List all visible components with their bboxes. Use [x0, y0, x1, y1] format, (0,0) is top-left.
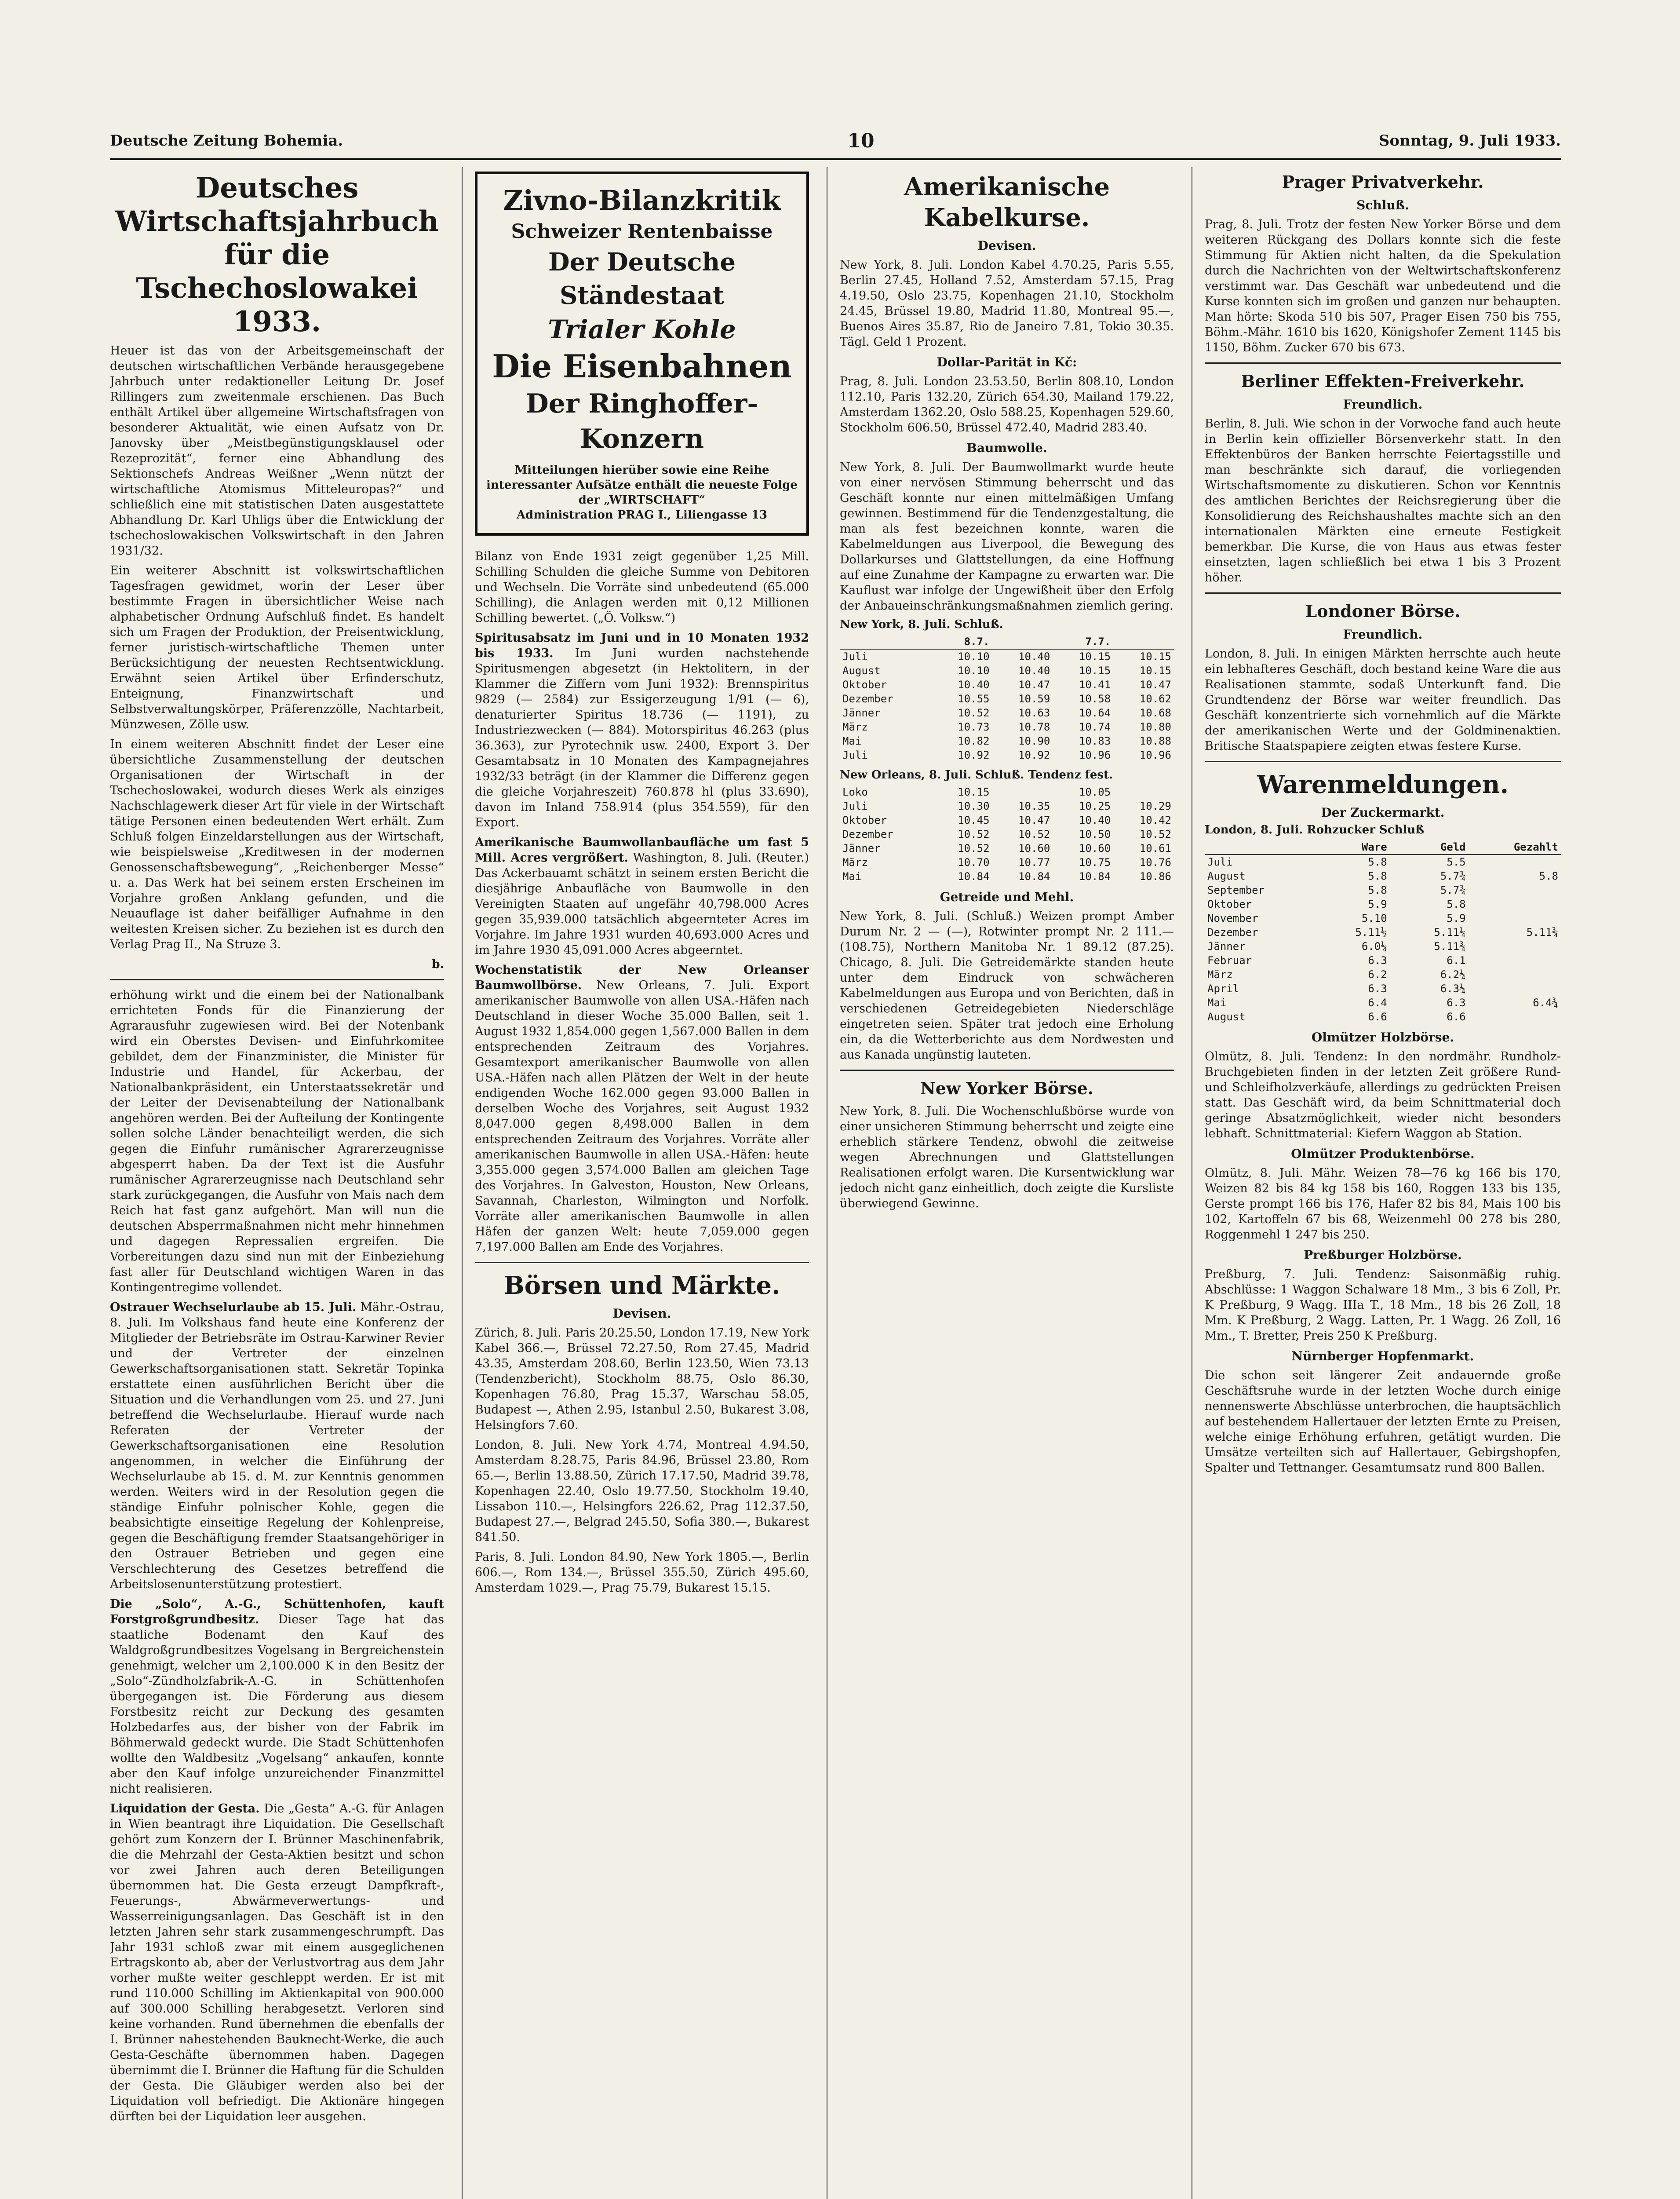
table-cell: 6.1: [1447, 954, 1466, 967]
table-cell: [1390, 1010, 1399, 1024]
table-cell: 6.0¼: [1361, 940, 1387, 953]
column-4: [1205, 172, 1561, 2199]
table-cell: April: [1207, 983, 1239, 995]
table-cell: [1469, 953, 1561, 968]
table-row: [840, 841, 1174, 855]
table-cell: [1390, 939, 1399, 953]
table-cell: 10.86: [1139, 870, 1171, 883]
quote-table: [840, 635, 1174, 762]
table-cell: 10.52: [958, 828, 990, 840]
advertisement-box: [475, 172, 809, 536]
divider: [840, 1070, 1174, 1071]
page-number: 10: [847, 129, 875, 152]
article-text: Mähr.-Ostrau, 8. Juli. Im Volkshaus fand heute eine Konferenz der Mitglieder der Betriebsräte im Ostrau-Karwiner Revier und der Vertreter der einzelnen Gewerkschaftsorganisationen statt. Sekretär Topinka erstattete einen ausführlichen Bericht über die Situation und die Verhandlungen vom 25. und 27. Juni betreffend die Wechselurlaube. Hierauf wurde nach Referaten der Vertreter der Gewerkschaftsorganisationen eine Resolution angenommen, in welcher die Einführung der Wechselurlaube ab 15. d. M. zur Kenntnis genommen werden. Weiters wird in der Resolution gegen die ständige Einfuhr polnischer Kohle, gegen die beabsichtigte einseitige Regelung der Kohlenpreise, gegen die Beschäftigung fremder Staatsangehöriger in den Ostrauer Betrieben und gegen eine Verschlechterung des Gesetzes betreffend die Arbeitslosenunterstützung protestiert.: [110, 1300, 444, 1591]
table-cell: 5.9: [1447, 912, 1466, 924]
table-row: [840, 649, 1174, 664]
table-caption: New York, 8. Juli. Schluß.: [840, 618, 1003, 631]
table-cell: 6.6: [1447, 1011, 1466, 1023]
table-row: [1205, 897, 1561, 911]
table-header-row: [840, 635, 1174, 649]
article-paragraph: Bilanz von Ende 1931 zeigt gegenüber 1,25 Mill. Schilling Schulden die gleiche Summe von Debitoren und Wechseln. Die Vorräte sind unbedeutend (65.000 Schilling), die Anlagen werden mit 0,12 Millionen Schilling bewertet. („Ö. Volksw.“): [475, 550, 809, 625]
article-heading: Wochenstatistik der New Orleanser Baumwollbörse.: [475, 963, 809, 992]
page-header: [110, 128, 1561, 154]
table-cell: 5.11¾: [1526, 926, 1558, 939]
table-cell: [1390, 996, 1399, 1010]
table-cell: 6.3¼: [1440, 983, 1466, 995]
table-cell: 10.52: [958, 707, 990, 719]
table-row: [1205, 953, 1561, 968]
newspaper-page: [110, 128, 1561, 2199]
table-cell: [1469, 897, 1561, 911]
table-cell: 10.78: [1018, 721, 1050, 733]
table-cell: 10.84: [958, 870, 990, 883]
table-cell: 10.10: [958, 650, 990, 663]
section-subtitle: Devisen.: [612, 1306, 671, 1321]
table-cell: 10.80: [1139, 721, 1171, 733]
table-row: [1205, 982, 1561, 996]
table-cell: März: [842, 856, 868, 869]
table-cell: 5.11¼: [1434, 926, 1466, 939]
table-row: [1205, 996, 1561, 1010]
section-subtitle: Olmützer Produktenbörse.: [1291, 1147, 1475, 1161]
table-cell: August: [842, 665, 881, 677]
table-cell: Loko: [842, 786, 868, 798]
table-row: [840, 720, 1174, 734]
table-cell: 6.4: [1368, 997, 1387, 1009]
table-cell: 10.73: [958, 721, 990, 733]
table-cell: Mai: [1207, 997, 1227, 1009]
article-heading: Amerikanische Baumwollanbaufläche um fast 5 Mill. Acres vergrößert.: [475, 836, 809, 865]
article-paragraph: Berlin, 8. Juli. Wie schon in der Vorwoche fand auch heute in Berlin kein offizieller Börsenverkehr statt. In den Effektenbüros der Banken herrschte Feiertagsstille und man beschränkte sich darauf, die vorliegenden Wirtschaftsmomente zu diskutieren. Schon vor Kenntnis des amtlichen Berichtes der Reichsregierung über die Konsolidierung des Reichshaushaltes machte sich an den internationalen Märkten eine erneute Festigkeit bemerkbar. Die Kurse, die von Haus aus etwas fester einsetzten, lagen schließlich bei etwa 1 bis 3 Prozent höher.: [1205, 417, 1561, 584]
section-subtitle: Getreide und Mehl.: [940, 890, 1074, 904]
table-cell: 10.30: [958, 800, 990, 812]
table-cell: [1469, 982, 1561, 996]
table-cell: 10.15: [958, 786, 990, 798]
table-cell: November: [1207, 912, 1258, 924]
table-cell: 10.75: [1079, 856, 1111, 869]
divider: [1205, 761, 1561, 762]
article-text: Im Juni wurden nachstehende Spiritusmengen abgesetzt (in Hektolitern, in der Klammer die Ziffern vom Juni 1932): Brennspiritus 9829 (— 2584) zur Essigerzeugung 1/91 (— 6), denaturierter Spiritus 18.736 (— 1191), zu Industriezwecken (— 884). Motorspiritus 46.263 (plus 36.363), zur Pyrotechnik usw. 2400, Export 3. Der Gesamtabsatz in 10 Monaten des Kampagnejahres 1932/33 beträgt (in der Klammer die Differenz gegen die gleiche Vorjahreszeit) 760.878 hl (plus 33.690), davon im Inland 758.914 (plus 354.559), für den Export.: [475, 647, 809, 829]
article-text: Dieser Tage hat das staatliche Bodenamt den Kauf des Waldgroßgrundbesitzes Vogelsang in Bergreichenstein genehmigt, welcher um 2,100.000 K in den Besitz der „Solo“-Zündholzfabrik-A.-G. in Schüttenhofen übergegangen ist. Die Förderung aus diesem Forstbesitz reicht zur Deckung des gesamten Holzbedarfes aus, der bisher von der Fabrik im Böhmerwald gedeckt wurde. Die Stadt Schüttenhofen wollte den Waldbesitz „Vogelsang“ ankaufen, konnte aber den Kauf infolge unzureichender Finanzmittel nicht realisieren.: [110, 1613, 444, 1796]
table-cell: März: [1207, 968, 1233, 981]
table-cell: Juli: [842, 800, 868, 812]
table-cell: 5.7¾: [1440, 884, 1466, 896]
table-cell: 10.96: [1139, 749, 1171, 761]
table-cell: 10.70: [958, 856, 990, 869]
section-title: Börsen und Märkte.: [503, 1271, 780, 1300]
ad-address: Administration PRAG I., Liliengasse 13: [516, 508, 768, 522]
table-cell: 6.6: [1368, 1011, 1387, 1023]
table-cell: [992, 785, 1053, 799]
table-cell: 6.2: [1368, 968, 1387, 981]
table-cell: Mai: [842, 735, 862, 747]
table-cell: 10.82: [958, 735, 990, 747]
article-heading: Die „Solo“, A.-G., Schüttenhofen, kauft Forstgroßgrundbesitz.: [110, 1597, 444, 1626]
article-paragraph: In einem weiteren Abschnitt findet der Leser eine übersichtliche Zusammenstellung der deutschen Organisationen der Wirtschaft in der Tschechoslowakei, wodurch dieses Werk als einziges Nachschlagewerk dieser Art für viele in der Wirtschaft tätige Personen einen bedeutenden Wert erhält. Zum Schluß folgen Einzeldarstellungen aus der Wirtschaft, wie beispielsweise „Kreditwesen in der modernen Genossenschaftsbewegung“, „Reichenberger Messe“ u. a. Das Werk hat bei seinem ersten Erscheinen im Vorjahre großen Anklang gefunden, und die Neuauflage ist daher beifälliger Aufnahme in den weitesten Kreisen sicher. Zu beziehen ist es durch den Verlag Prag II., Na Struze 3.: [110, 738, 444, 951]
table-cell: August: [1207, 870, 1246, 882]
table-cell: [1469, 968, 1561, 982]
section-subtitle: Nürnberger Hopfenmarkt.: [1291, 1349, 1474, 1363]
table-header: [840, 635, 932, 649]
ad-line: Trialer Kohle: [548, 314, 736, 344]
table-cell: 10.10: [958, 665, 990, 677]
table-cell: 5.10: [1361, 912, 1387, 924]
table-cell: 10.15: [1079, 650, 1111, 663]
section-title: New Yorker Börse.: [920, 1078, 1094, 1098]
table-cell: 10.47: [1018, 814, 1050, 826]
section-title: Prager Privatverkehr.: [1282, 172, 1484, 192]
table-cell: Oktober: [842, 679, 887, 691]
table-row: [840, 734, 1174, 748]
table-row: [1205, 883, 1561, 897]
article-paragraph: Die schon seit längerer Zeit andauernde große Geschäftsruhe wurde in der letzten Woche durch einige nennenswerte Abschlüsse unterbrochen, die hauptsächlich auf bestehendem Hallertauer der letzten Ernte zu Preisen, welche einige Erhöhung erfuhren, getätigt wurden. Die Umsätze verteilten sich auf Hallertauer, Gebirgshopfen, Spalter und Tettnanger. Gesamtumsatz rund 800 Ballen.: [1205, 1369, 1561, 1475]
table-header-row: [1205, 840, 1561, 855]
article-paragraph: New York, 8. Juli. Der Baumwollmarkt wurde heute von einer nervösen Stimmung beherrscht und das Geschäft konnte nur einen mittelmäßigen Umfang gewinnen. Bestimmend für die Tendenzgestaltung, die man als fest bezeichnen konnte, waren die Kabelmeldungen aus Liverpool, die Bewegung des Dollarkurses und Glattstellungen, da eine Hoffnung auf eine Zunahme der Kampagne zu erwarten war. Die Kauflust war infolge der Ungewißheit über den Erfolg der Anbaueinschränkungsmaßnahmen ziemlich gering.: [840, 460, 1174, 613]
table-row: [1205, 855, 1561, 869]
divider: [110, 979, 444, 980]
table-row: [840, 706, 1174, 720]
table-cell: 6.3: [1368, 983, 1387, 995]
table-cell: Dezember: [842, 828, 893, 840]
table-cell: 10.40: [1018, 665, 1050, 677]
table-row: [840, 785, 1174, 799]
table-cell: [1390, 855, 1399, 869]
article-paragraph: Paris, 8. Juli. London 84.90, New York 1805.—, Berlin 606.—, Rom 134.—, Brüssel 355.50, Zürich 495.60, Amsterdam 1029.—, Prag 75.79, Bukarest 15.15.: [475, 1550, 809, 1595]
table-cell: 5.11½: [1355, 926, 1387, 939]
table-cell: 10.15: [1139, 650, 1171, 663]
article-paragraph: Heuer ist das von der Arbeitsgemeinschaft der deutschen wirtschaftlichen Verbände herausgegebene Jahrbuch unter redaktioneller Leitung Dr. Josef Rillingers zum zweitenmale erschienen. Das Buch enthält Artikel über allgemeine Wirtschaftsfragen von besonderer Aktualität, wie einen Aufsatz von Dr. Janovsky über „Meistbegünstigungsklausel oder Rezeprozität“, ferner eine Abhandlung des Sektionschefs Andreas Weißner „Wenn nützt der wirtschaftliche Atomismus Mitteleuropas?“ und schließlich eine mit statistischen Daten ausgestattete Abhandlung Dr. Karl Uhligs über die Entwicklung der tschechoslowakischen Volkswirtschaft in den Jahren 1931/32.: [110, 344, 444, 558]
article-text: New Orleans, 7. Juli. Export amerikanischer Baumwolle von allen USA.-Häfen nach Deutschland in dieser Woche 35.000 Ballen, seit 1. August 1932 1,854.000 gegen 1,567.000 Ballen in dem entsprechenden Zeitraum des Vorjahres. Gesamtexport amerikanischer Baumwolle von allen USA.-Häfen nach allen Plätzen der Welt in der heute endigenden Woche 162.000 gegen 93.000 Ballen in derselben Woche des Vorjahres, seit August 1932 8,047.000 gegen 8,498.000 Ballen in dem entsprechenden Zeitraum des Vorjahres. Vorräte aller amerikanischen Baumwolle in allen USA.-Häfen: heute 3,355.000 gegen 3,574.000 Ballen am gleichen Tage des Vorjahres. In Galveston, Houston, New Orleans, Savannah, Charleston, Wilmington und Norfolk. Vorräte aller amerikanischen Baumwolle in allen Häfen der ganzen Welt: heute 7,059.000 gegen 7,197.000 Ballen am Ende des Vorjahres.: [475, 979, 809, 1254]
divider: [1205, 362, 1561, 364]
table-cell: 5.7¾: [1440, 870, 1466, 882]
table-cell: 10.35: [1018, 800, 1050, 812]
section-title: Londoner Börse.: [1305, 601, 1461, 621]
table-row: [840, 813, 1174, 827]
table-row: [840, 827, 1174, 841]
table-cell: 10.63: [1018, 707, 1050, 719]
table-row: [1205, 1010, 1561, 1024]
table-cell: [1390, 883, 1399, 897]
table-row: [840, 869, 1174, 884]
table-row: [840, 799, 1174, 813]
table-cell: 10.84: [1018, 870, 1050, 883]
column-1: [110, 172, 444, 2199]
table-cell: [1390, 869, 1399, 883]
table-cell: 10.68: [1139, 707, 1171, 719]
article-paragraph: Zürich, 8. Juli. Paris 20.25.50, London 17.19, New York Kabel 366.—, Brüssel 72.27.50, Rom 27.45, Madrid 43.35, Amsterdam 208.60, Berlin 123.50, Wien 73.13 (Tendenzbericht), Stockholm 88.75, Oslo 86.30, Kopenhagen 76.80, Prag 15.37, Warschau 58.05, Budapest —, Athen 2.95, Istanbul 2.50, Bukarest 3.08, Helsingfors 7.60.: [475, 1326, 809, 1432]
section-subtitle: Baumwolle.: [966, 441, 1047, 455]
table-cell: 10.52: [1139, 828, 1171, 840]
column-divider: [462, 167, 463, 2199]
ad-line: Zivno-Bilanzkritik: [503, 184, 781, 216]
table-cell: März: [842, 721, 868, 733]
table-cell: Jänner: [842, 842, 881, 855]
table-cell: 5.8: [1539, 870, 1558, 882]
table-cell: 10.77: [1018, 856, 1050, 869]
table-row: [1205, 869, 1561, 883]
table-cell: 10.96: [1079, 749, 1111, 761]
section-subtitle: Der Zuckermarkt.: [1321, 805, 1445, 820]
table-cell: Dezember: [1207, 926, 1258, 939]
masthead: Deutsche Zeitung Bohemia.: [110, 132, 343, 150]
table-caption: New Orleans, 8. Juli. Schluß. Tendenz fest.: [840, 768, 1113, 782]
table-cell: [1390, 911, 1399, 925]
article-text: Washington, 8. Juli. (Reuter.) Das Ackerbauamt schätzt in seinem ersten Bericht die diesjährige Anbaufläche von Baumwolle in den Vereinigten Staaten auf ungefähr 40,798.000 Acres gegen 35,939.000 tatsächlich abgeernteter Acres im Vorjahre. Im Jahre 1931 wurden 40,693.000 Acres und im Jahre 1930 45,091.000 Acres abgeerntet.: [475, 851, 809, 957]
sugar-table: [1205, 840, 1561, 1024]
table-cell: 10.40: [1079, 814, 1111, 826]
table-cell: 10.40: [1018, 650, 1050, 663]
issue-date: Sonntag, 9. Juli 1933.: [1378, 132, 1561, 150]
article-paragraph: New York, 8. Juli. (Schluß.) Weizen prompt Amber Durum Nr. 2 — (—), Rotwinter prompt Nr. 2 111.— (108.75), Northern Manitoba Nr. 1 89.12 (87.25). Chicago, 8. Juli. Die Getreidemärkte standen heute unter dem Eindruck von schwächeren Kabelmeldungen aus Europa und von Berichten, daß in verschiedenen Getreidegebieten Niederschläge eingetreten seien. Später trat jedoch eine Erholung ein, da die Wetterberichte aus dem Nordwesten und aus Kanada ungünstig lauteten.: [840, 910, 1174, 1062]
table-cell: [1469, 883, 1561, 897]
table-cell: 10.60: [1018, 842, 1050, 855]
article-paragraph: Ein weiterer Abschnitt ist volkswirtschaftlichen Tagesfragen gewidmet, worin der Leser über bestimmte Fragen in übersichtlicher Weise nach alphabetischer Ordnung Aufschluß findet. Es handelt sich um Fragen der Produktion, der Preisentwicklung, ferner juristisch-wirtschaftliche Themen unter Berücksichtigung der neuesten Rechtsentwicklung. Erwähnt seien Artikel über Erfinderschutz, Enteignung, Finanzwirtschaft und Selbstverwaltungskörper, Präferenzzölle, Nachtarbeit, Münzwesen, Zölle usw.: [110, 564, 444, 731]
table-cell: 10.90: [1018, 735, 1050, 747]
table-cell: [1469, 855, 1561, 869]
table-cell: 10.52: [958, 842, 990, 855]
article-title: Deutsches Wirtschaftsjahrbuch für die Tschechoslowakei 1933.: [115, 172, 439, 338]
ad-line: Der Deutsche Ständestaat: [548, 248, 736, 310]
header-rule: [110, 158, 1561, 160]
table-row: [840, 855, 1174, 869]
table-cell: September: [1207, 884, 1265, 896]
table-cell: 10.62: [1139, 693, 1171, 705]
section-subtitle: Freundlich.: [1343, 627, 1423, 642]
table-cell: 10.92: [1018, 749, 1050, 761]
table-cell: 5.5: [1447, 856, 1466, 868]
table-cell: 10.52: [1018, 828, 1050, 840]
ad-line: Schweizer Rentenbaisse: [511, 220, 773, 243]
section-title: Warenmeldungen.: [1257, 770, 1509, 799]
article-text: Die „Gesta“ A.-G. für Anlagen in Wien beantragt ihre Liquidation. Die Gesellschaft gehört zum Konzern der I. Brünner Maschinenfabrik, die die Mehrzahl der Gesta-Aktien besitzt und schon vor zwei Jahren auch deren Beteiligungen übernommen hat. Die Gesta erzeugt Dampfkraft-, Feuerungs-, Abwärmeverwertungs- und Wasserreinigungsanlagen. Das Geschäft ist in den letzten Jahren sehr stark zusammengeschrumpft. Das Jahr 1931 schloß zwar mit einem ausgeglichenen Ertragskonto ab, aber der Verlustvortrag aus dem Jahr vorher mußte weiter geschleppt werden. Er ist mit rund 110.000 Schilling im Aktienkapital von 900.000 auf 300.000 Schilling herabgesetzt. Verloren sind keine vorhanden. Rund übernehmen die ebenfalls der I. Brünner nahestehenden Bauknecht-Werke, die auch Gesta-Geschäfte übernommen haben. Dagegen übernimmt die I. Brünner die Haftung für die Schulden der Gesta. Die Gläubiger werden also bei der Liquidation voll befriedigt. Die Aktionäre hingegen dürften bei der Liquidation leer ausgehen.: [110, 1802, 444, 2123]
table-cell: 10.64: [1079, 707, 1111, 719]
table-cell: [1390, 925, 1399, 939]
table-cell: Mai: [842, 870, 862, 883]
table-cell: [1390, 897, 1399, 911]
table-cell: Juli: [842, 650, 868, 663]
divider: [475, 1262, 809, 1263]
article-paragraph: New York, 8. Juli. Die Wochenschlußbörse wurde von einer unsicheren Stimmung beherrscht und zeigte eine erheblich stärkere Tendenz, obwohl die zeitweise wegen Abrechnungen und Glattstellungen Realisationen erfolgt waren. Die Kursentwicklung war jedoch nicht ganz einheitlich, doch zeigte die Kursliste überwiegend Gewinne.: [840, 1104, 1174, 1210]
divider: [1205, 592, 1561, 594]
section-subtitle: Preßburger Holzbörse.: [1304, 1248, 1462, 1262]
ad-note: Mitteilungen hierüber sowie eine Reihe interessanter Aufsätze enthält die neueste Folge der „WIRTSCHAFT“: [486, 464, 798, 507]
table-cell: 10.59: [1018, 693, 1050, 705]
section-title: Amerikanische Kabelkurse.: [904, 172, 1110, 232]
table-cell: 10.74: [1079, 721, 1111, 733]
table-cell: Juli: [842, 749, 868, 761]
table-row: [840, 664, 1174, 678]
article-paragraph: Olmütz, 8. Juli. Tendenz: In den nordmähr. Rundholz-Bruchgebieten finden in der letzten Zeit größere Rund- und Schleifholzverkäufe, allerdings zu gedrückten Preisen statt. Das Geschäft wird, da beim Schnittmaterial doch geringe Absatzmöglichkeit, wieder nicht besonders lebhaft. Schnittmaterial: Kiefern Waggon ab Station.: [1205, 1050, 1561, 1140]
table-header: [992, 635, 1053, 649]
table-cell: 10.05: [1079, 786, 1111, 798]
table-cell: 5.11¾: [1434, 940, 1466, 953]
table-cell: 10.92: [958, 749, 990, 761]
article-paragraph: Olmütz, 8. Juli. Mähr. Weizen 78—76 kg 166 bis 170, Weizen 82 bis 84 kg 158 bis 160, Roggen 133 bis 135, Gerste prompt 166 bis 176, Hafer 82 bis 84, Mais 100 bis 102, Kartoffeln 67 bis 68, Weizenmehl 00 278 bis 280, Roggenmehl 1 247 bis 250.: [1205, 1166, 1561, 1242]
table-cell: 10.15: [1079, 665, 1111, 677]
table-header: Geld: [1399, 840, 1469, 855]
table-cell: 10.83: [1079, 735, 1111, 747]
table-header: Gezahlt: [1469, 840, 1561, 855]
table-cell: Oktober: [1207, 898, 1252, 910]
article-paragraph: Prag, 8. Juli. London 23.53.50, Berlin 808.10, London 112.10, Paris 132.20, Zürich 654.30, Mailand 179.22, Amsterdam 1362.20, Oslo 588.25, Kopenhagen 529.60, Stockholm 606.50, Brüssel 472.40, Madrid 283.40.: [840, 375, 1174, 435]
table-cell: [1390, 968, 1399, 982]
column-2: [475, 172, 809, 2199]
article-paragraph: Prag, 8. Juli. Trotz der festen New Yorker Börse und dem weiteren Rückgang des Dollars konnte sich die feste Stimmung für Aktien nicht halten, da die Spekulation durch die Nachrichten von der Weltwirtschaftskonferenz verstimmt war. Das Geschäft war unbedeutend und die Kurse konnten sich im großen und ganzen nur behaupten. Man hörte: Skoda 510 bis 507, Prager Eisen 750 bis 755, Böhm.-Mähr. 1610 bis 1620, Königshofer Zement 1145 bis 1150, Böhm. Zucker 670 bis 673.: [1205, 218, 1561, 354]
article-heading: Ostrauer Wechselurlaube ab 15. Juli.: [110, 1300, 357, 1314]
table-cell: 10.15: [1139, 665, 1171, 677]
table-cell: 5.8: [1368, 856, 1387, 868]
table-row: [1205, 925, 1561, 939]
table-row: [840, 692, 1174, 706]
table-cell: Jänner: [1207, 940, 1246, 953]
column-3: [840, 172, 1174, 2199]
table-cell: 5.9: [1368, 898, 1387, 910]
table-cell: 10.42: [1139, 814, 1171, 826]
article-paragraph: New York, 8. Juli. London Kabel 4.70.25, Paris 5.55, Berlin 27.45, Holland 7.52, Amsterdam 57.15, Prag 4.19.50, Oslo 23.75, Kopenhagen 21.10, Stockholm 24.45, Brüssel 19.80, Madrid 11.80, Montreal 95.—, Buenos Aires 35.87, Rio de Janeiro 7.81, Tokio 30.35. Tägl. Geld 1 Prozent.: [840, 258, 1174, 349]
table-cell: [1113, 785, 1174, 799]
table-cell: Oktober: [842, 814, 887, 826]
table-cell: 5.8: [1368, 870, 1387, 882]
table-cell: 10.45: [958, 814, 990, 826]
table-cell: 10.50: [1079, 828, 1111, 840]
article-paragraph: London, 8. Juli. In einigen Märkten herrschte auch heute ein lebhafteres Geschäft, doch bestand keine Ware die aus Realisationen stammte, sodaß Unterkunft fand. Die Grundtendenz der Börse war weiter freundlich. Das Geschäft konzentrierte sich vornehmlich auf die Märkte der amerikanischen Werte und der Goldminenaktien. Britische Staatspapiere zeigten etwas festere Kurse.: [1205, 647, 1561, 753]
article-paragraph: Preßburg, 7. Juli. Tendenz: Saisonmäßig ruhig. Abschlüsse: 1 Waggon Schalware 18 Mm., 3 bis 6 Zoll, Pr. K Preßburg, 9 Wagg. IIIa T., 18 Mm., 18 bis 26 Zoll, 18 Mm. K Preßburg, 2 Wagg. Latten, Pr. 1 Wagg. 26 Zoll, 16 Mm., T. Bretter, Preis 250 K Preßburg.: [1205, 1268, 1561, 1343]
table-cell: 6.4¾: [1533, 997, 1558, 1009]
article-heading: Spiritusabsatz im Juni und in 10 Monaten 1932 bis 1933.: [475, 631, 809, 660]
table-header: 7.7.: [1053, 635, 1113, 649]
section-title: Berliner Effekten-Freiverkehr.: [1241, 371, 1525, 391]
table-cell: 10.41: [1079, 679, 1111, 691]
table-row: [840, 748, 1174, 762]
table-header: [1113, 635, 1174, 649]
table-cell: 10.55: [958, 693, 990, 705]
table-cell: 10.40: [958, 679, 990, 691]
section-subtitle: Freundlich.: [1343, 397, 1423, 412]
table-header: Ware: [1321, 840, 1390, 855]
table-cell: 10.29: [1139, 800, 1171, 812]
table-cell: [1390, 953, 1399, 968]
table-cell: Jänner: [842, 707, 881, 719]
table-caption: London, 8. Juli. Rohzucker Schluß: [1205, 823, 1425, 836]
table-header: 8.7.: [932, 635, 992, 649]
ad-line: Die Eisenbahnen: [492, 347, 792, 385]
table-cell: Dezember: [842, 693, 893, 705]
table-row: [1205, 939, 1561, 953]
table-cell: 10.25: [1079, 800, 1111, 812]
table-cell: [1390, 982, 1399, 996]
article-heading: Liquidation der Gesta.: [110, 1802, 260, 1815]
table-header: [1390, 840, 1399, 855]
section-subtitle: Devisen.: [977, 238, 1036, 253]
table-cell: 5.8: [1447, 898, 1466, 910]
section-subtitle: Olmützer Holzbörse.: [1311, 1030, 1454, 1045]
ad-line: Der Ringhoffer-Konzern: [525, 388, 758, 454]
table-row: [1205, 968, 1561, 982]
table-cell: 6.3: [1368, 954, 1387, 967]
article-paragraph: erhöhung wirkt und die einem bei der Nationalbank errichteten Fonds für die Finanzierung der Agrarausfuhr zugewiesen wird. Bei der Notenbank wird ein Oberstes Devisen- und Einfuhrkomitee gebildet, dem der Finanzminister, die Minister für Industrie und Handel, für Ackerbau, der Nationalbankpräsident, ein Unterstaatssekretär und der Leiter der Devisenabteilung der Nationalbank angehören werden. Bei der Aufteilung der Kontingente sollen solche Länder benachteiligt werden, die sich gegen die Einfuhr rumänischer Agrarerzeugnisse abgesperrt haben. Da der Text ist die Ausfuhr rumänischer Agrarerzeugnisse nach Deutschland sehr stark zurückgegangen, die Ausfuhr von Mais nach dem Reich hat fast ganz aufgehört. Man will nun die deutschen Absperrmaßnahmen nicht mehr hinnehmen und dagegen Repressalien ergreifen. Die Vorbereitungen dazu sind nun mit der Einbeziehung fast aller für Deutschland wichtigen Waren in das Kontingentregime vollendet.: [110, 988, 444, 1294]
table-row: [1205, 911, 1561, 925]
article-signature: b.: [431, 957, 444, 971]
table-cell: 10.58: [1079, 693, 1111, 705]
table-cell: 10.61: [1139, 842, 1171, 855]
table-cell: [1469, 911, 1561, 925]
table-cell: 6.2¼: [1440, 968, 1466, 981]
table-cell: August: [1207, 1011, 1246, 1023]
table-cell: 10.76: [1139, 856, 1171, 869]
quote-table: [840, 785, 1174, 884]
table-cell: Juli: [1207, 856, 1233, 868]
table-cell: 10.47: [1018, 679, 1050, 691]
table-cell: 10.60: [1079, 842, 1111, 855]
section-subtitle: Schluß.: [1356, 198, 1409, 212]
table-row: [840, 678, 1174, 692]
article-paragraph: London, 8. Juli. New York 4.74, Montreal 4.94.50, Amsterdam 8.28.75, Paris 84.96, Brüssel 23.80, Rom 65.—, Berlin 13.88.50, Zürich 17.17.50, Madrid 39.78, Kopenhagen 22.40, Oslo 19.77.50, Stockholm 19.40, Lissabon 110.—, Helsingfors 226.62, Prag 112.37.50, Budapest 27.—, Belgrad 245.50, Sofia 380.—, Bukarest 841.50.: [475, 1438, 809, 1544]
table-cell: 6.3: [1447, 997, 1466, 1009]
table-cell: 10.84: [1079, 870, 1111, 883]
table-cell: 5.8: [1368, 884, 1387, 896]
table-cell: [1469, 1010, 1561, 1024]
table-cell: [1469, 939, 1561, 953]
table-cell: 10.47: [1139, 679, 1171, 691]
table-header: [1205, 840, 1321, 855]
table-cell: Februar: [1207, 954, 1252, 967]
section-subtitle: Dollar-Parität in Kč:: [937, 355, 1077, 369]
table-cell: 10.88: [1139, 735, 1171, 747]
